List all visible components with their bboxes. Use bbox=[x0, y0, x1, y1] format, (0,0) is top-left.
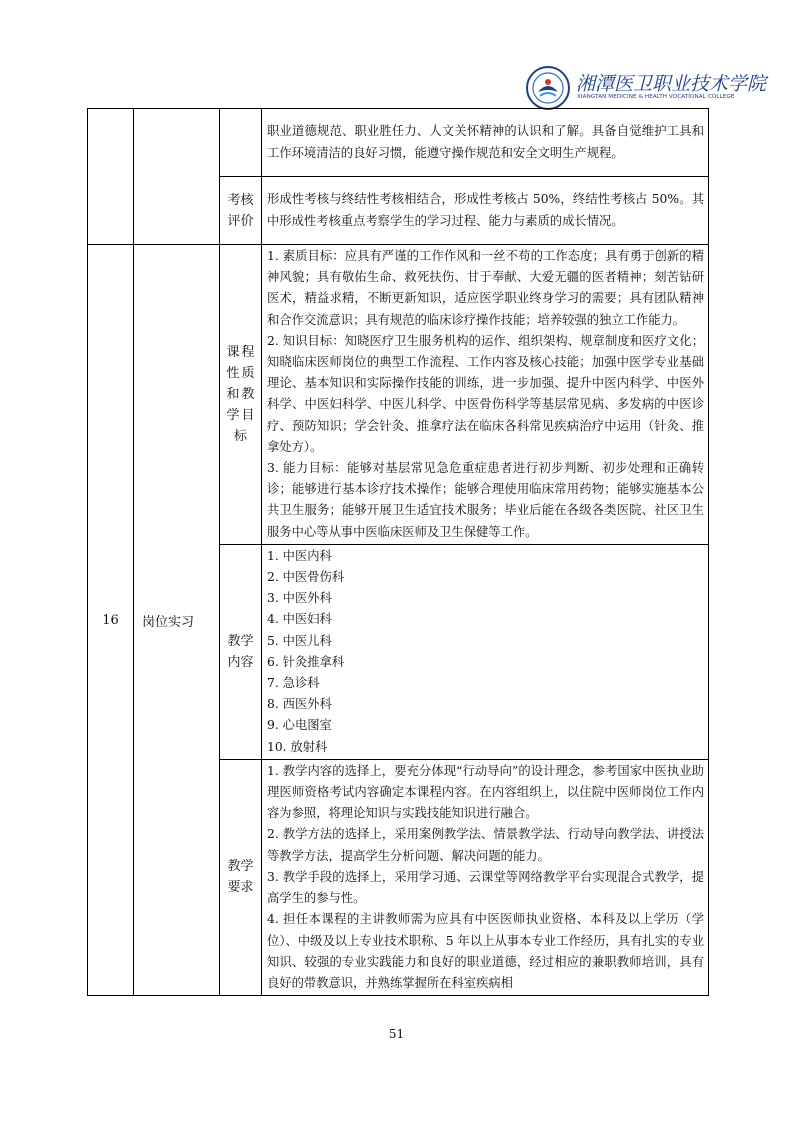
empty-label-cell bbox=[220, 109, 262, 177]
college-emblem-icon bbox=[526, 66, 570, 110]
list-item: 1. 中医内科 bbox=[267, 548, 332, 563]
content-label: 教学 内容 bbox=[220, 544, 262, 759]
college-name-en: XIANGTAN MEDICINE & HEALTH VOCATIONAL COLLEGE bbox=[577, 94, 735, 100]
list-item: 3. 中医外科 bbox=[267, 591, 332, 606]
requirements-label: 教学 要求 bbox=[220, 759, 262, 995]
objectives-text bbox=[262, 245, 709, 545]
objectives-label: 课 程性 质和 教学 目标 bbox=[220, 245, 262, 545]
requirement-item: 1. 教学内容的选择上，要充分体现“行动导向”的设计理念，参考国家中医执业助理医师资格考试内容确定本课程内容。在内容组织上，以住院中医师岗位工作内容为参照，将理论知识与实践技能知识进行融合。 bbox=[267, 763, 704, 821]
list-item: 4. 中医妇科 bbox=[267, 612, 332, 627]
table-row bbox=[88, 109, 709, 177]
requirement-item: 3. 教学手段的选择上，采用学习通、云课堂等网络教学平台实现混合式教学，提高学生的参与性。 bbox=[267, 869, 704, 906]
list-item: 5. 中医儿科 bbox=[267, 633, 332, 648]
list-item: 8. 西医外科 bbox=[267, 697, 332, 712]
course-table bbox=[87, 108, 709, 996]
page-number: 51 bbox=[388, 1027, 405, 1041]
objective-item: 1. 素质目标：应具有严谨的工作作风和一丝不苟的工作态度；具有勇于创新的精神风貌；具有敬佑生命、救死扶伤、甘于奉献、大爱无疆的医者精神；刻苦钻研医术，精益求精，不断更新知识，适应医学职业终身学习的需要；具有团队精神和合作交流意识；具有规范的临床诊疗操作技能；培养较强的独立工作能力。 bbox=[267, 249, 704, 327]
table-row bbox=[88, 245, 709, 545]
objective-item: 3. 能力目标：能够对基层常见急危重症患者进行初步判断、初步处理和正确转诊；能够进行基本诊疗技术操作；能够合理使用临床常用药物；能够实施基本公共卫生服务；能够开展卫生适宜技术服务；毕业后能在各级各类医院、社区卫生服务中心等从事中医临床医师及卫生保健等工作。 bbox=[267, 461, 704, 539]
assessment-text: 形成性考核与终结性考核相结合，形成性考核占 50%，终结性考核占 50%。其中形成性考核重点考察学生的学习过程、能力与素质的成长情况。 bbox=[262, 177, 709, 245]
objective-item: 2. 知识目标：知晓医疗卫生服务机构的运作、组织架构、规章制度和医疗文化；知晓临床医师岗位的典型工作流程、工作内容及核心技能；加强中医学专业基础理论、基本知识和实际操作技能的训练，进一步加强、提升中医内科学、中医外科学、中医妇科学、中医儿科学、中医骨伤科学等基层常见病、多发病的中医诊疗、预防知识；学会针灸、推拿疗法在临床各科常见疾病治疗中运用（针灸、推拿处方）。 bbox=[267, 333, 704, 454]
course-number: 16 bbox=[88, 245, 134, 996]
requirements-text bbox=[262, 759, 709, 995]
course-name: 岗位实习 bbox=[134, 245, 220, 996]
continued-objectives-text: 职业道德规范、职业胜任力、人文关怀精神的认识和了解。具备自觉维护工具和工作环境清洁的良好习惯，能遵守操作规范和安全文明生产规程。 bbox=[262, 109, 709, 177]
requirement-item: 2. 教学方法的选择上，采用案例教学法、情景教学法、行动导向教学法、讲授法等教学方法，提高学生分析问题、解决问题的能力。 bbox=[267, 827, 704, 863]
content-list bbox=[262, 544, 709, 759]
list-item: 10. 放射科 bbox=[267, 739, 328, 754]
college-logo bbox=[526, 66, 767, 110]
list-item: 6. 针灸推拿科 bbox=[267, 654, 345, 669]
empty-number-cell bbox=[88, 109, 134, 245]
assessment-label: 考核 评价 bbox=[220, 177, 262, 245]
empty-name-cell bbox=[134, 109, 220, 245]
list-item: 2. 中医骨伤科 bbox=[267, 570, 345, 585]
list-item: 9. 心电图室 bbox=[267, 718, 332, 733]
requirement-item: 4. 担任本课程的主讲教师需为应具有中医医师执业资格、本科及以上学历（学位）、中级及以上专业技术职称、5 年以上从事本专业工作经历，具有扎实的专业知识、较强的专业实践能力和良好的职业道德，经过相应的兼职教师培训，具有良好的带教意识，并熟练掌握所在科室疾病相 bbox=[267, 912, 704, 990]
list-item: 7. 急诊科 bbox=[267, 676, 320, 691]
college-name: 湘潭医卫职业技术学院 bbox=[576, 73, 767, 95]
